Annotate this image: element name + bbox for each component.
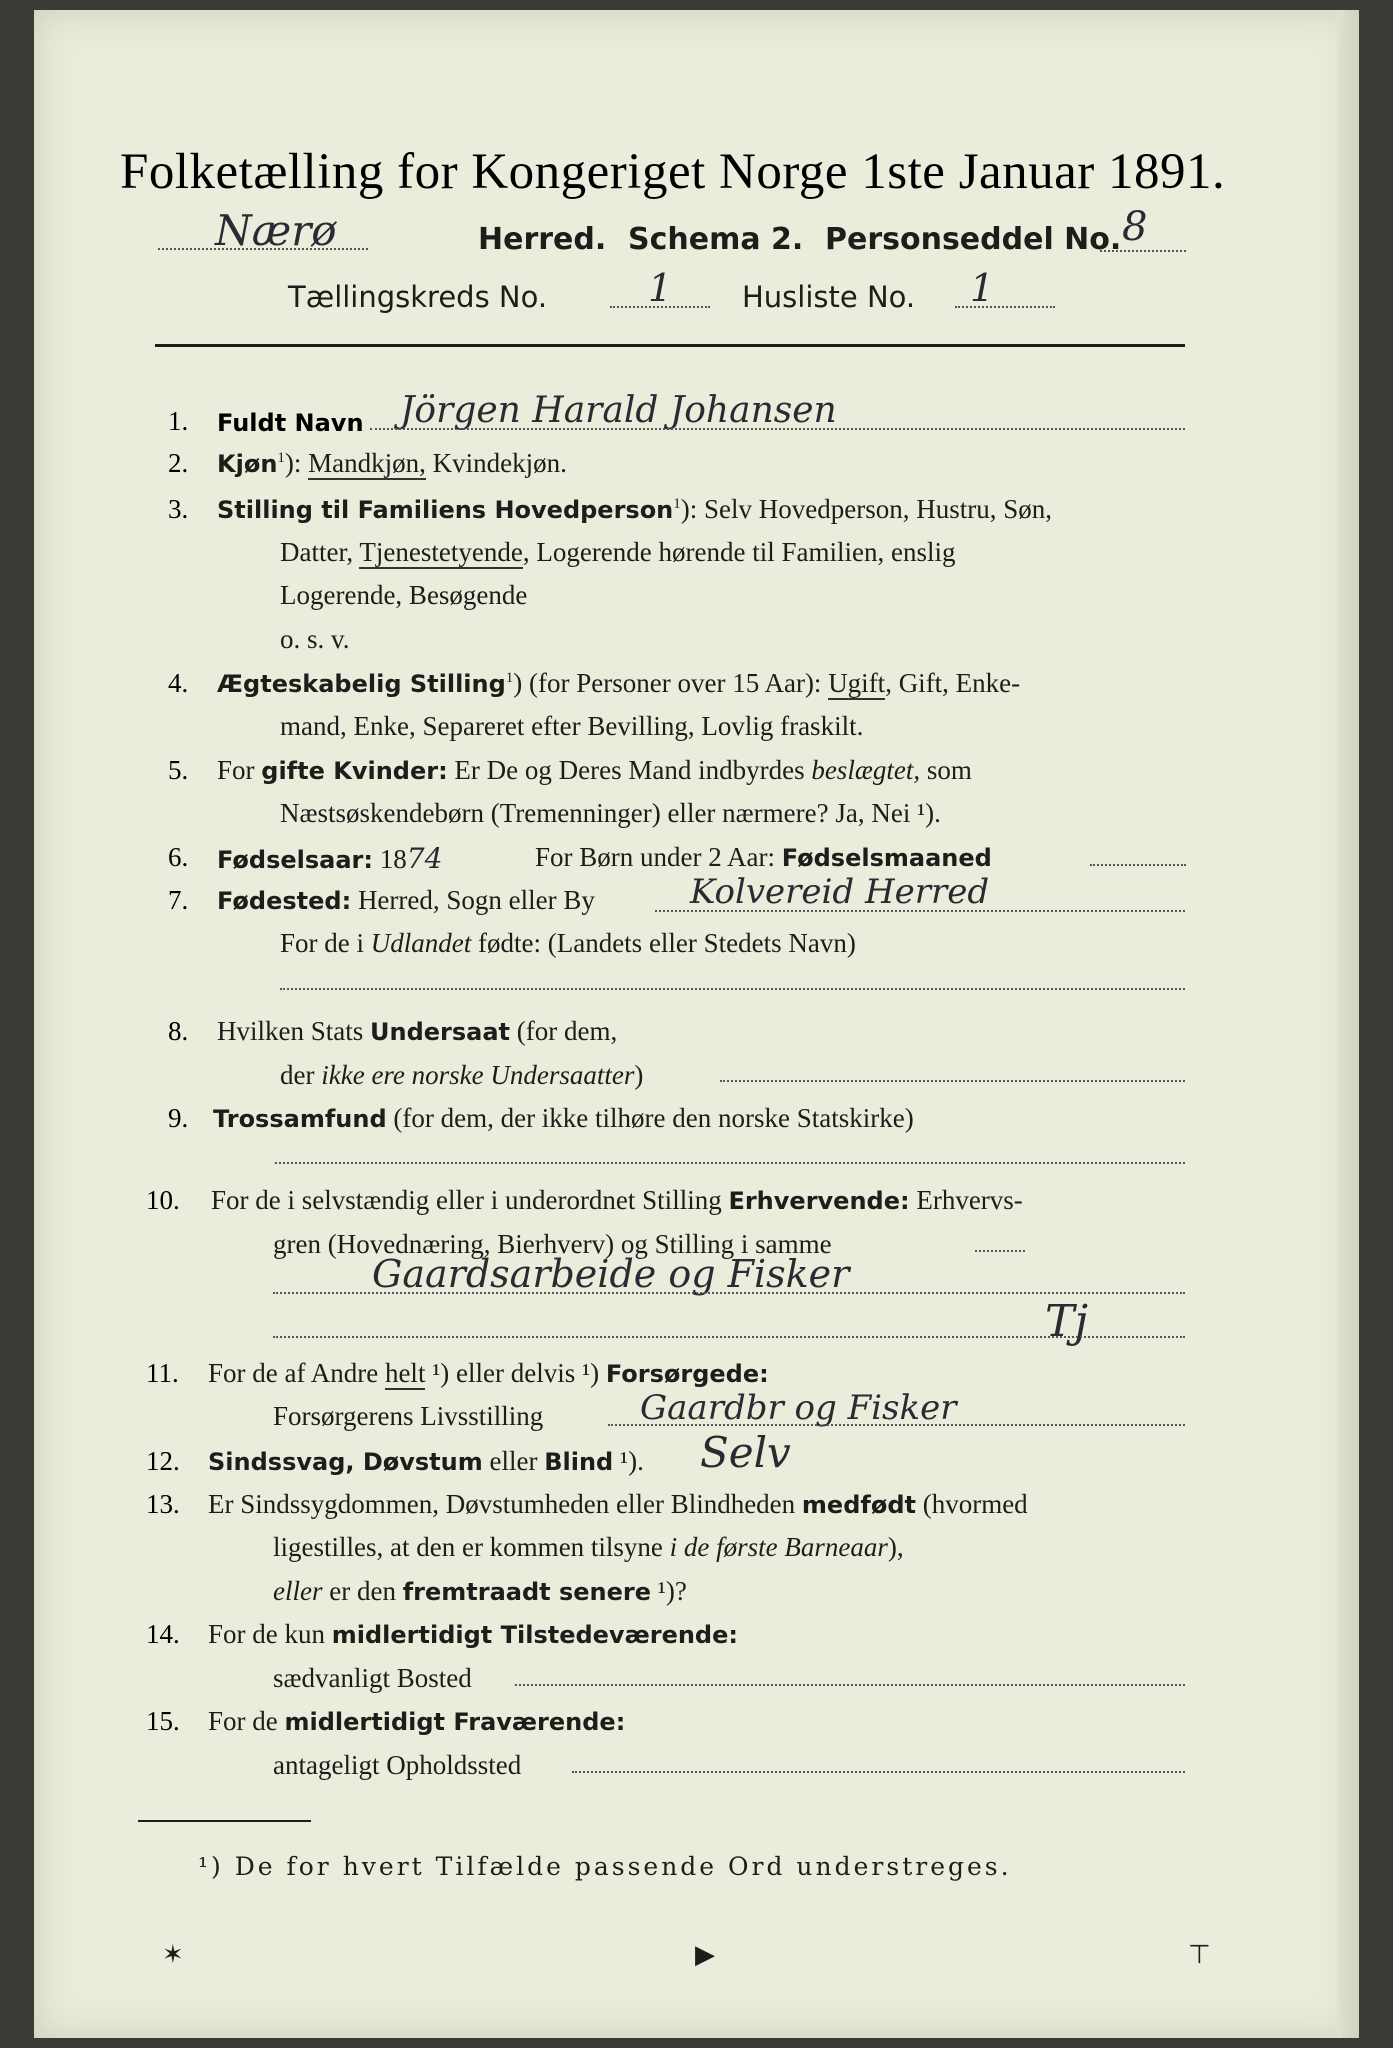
q6-row: Fødselsaar: 1874 bbox=[217, 842, 443, 875]
q2-row: Kjøn$^1$): Mandkjøn, Kvindekjøn. bbox=[217, 448, 567, 478]
q13-line1: Er Sindssygdommen, Døvstumheden eller Blindheden medfødt (hvormed bbox=[208, 1489, 1028, 1519]
q8-line2: der ikke ere norske Undersaatter) bbox=[280, 1060, 644, 1090]
q2-mandkjon: Mandkjøn, bbox=[308, 448, 426, 478]
q4-line1: Ægteskabelig Stilling$^1$) (for Personer over 15 Aar): Ugift, Gift, Enke- bbox=[217, 668, 1021, 698]
q1-value: Jörgen Harald Johansen bbox=[400, 390, 837, 431]
q5-line1: For gifte Kvinder: Er De og Deres Mand indbyrdes beslægtet, som bbox=[217, 755, 972, 785]
q6-value: 74 bbox=[406, 842, 443, 875]
personseddel-label: Personseddel No. bbox=[825, 222, 1122, 257]
q11-value: Gaardbr og Fisker bbox=[640, 1388, 957, 1428]
husliste-label: Husliste No. bbox=[742, 280, 916, 314]
q9-row: Trossamfund (for dem, der ikke tilhøre den norske Statskirke) bbox=[213, 1103, 914, 1133]
q10-value: Gaardsarbeide og Fisker bbox=[372, 1252, 850, 1296]
q10-value2: Tj bbox=[1045, 1296, 1088, 1347]
q7-value: Kolvereid Herred bbox=[690, 872, 990, 912]
q1-label: Fuldt Navn bbox=[217, 409, 364, 437]
q8-line1: Hvilken Stats Undersaat (for dem, bbox=[217, 1016, 618, 1046]
q7-row: Fødested: Herred, Sogn eller By bbox=[217, 885, 595, 915]
schema-label: Schema 2. bbox=[628, 222, 804, 257]
kreds-label: Tællingskreds No. bbox=[288, 280, 548, 314]
q3-line1: Stilling til Familiens Hovedperson$^1$): Selv Hovedperson, Hustru, Søn, bbox=[217, 494, 1053, 524]
q13-line2: ligestilles, at den er kommen tilsyne i de første Barneaar), bbox=[273, 1532, 904, 1562]
q14-line1: For de kun midlertidigt Tilstedeværende: bbox=[208, 1619, 738, 1649]
q12-value: Selv bbox=[700, 1428, 791, 1477]
kreds-value: 1 bbox=[648, 266, 673, 310]
footnote-rule bbox=[138, 1820, 311, 1822]
page-edge bbox=[1337, 10, 1359, 2038]
q10-line1: For de i selvstændig eller i underordnet Stilling Erhvervende: Erhvervs- bbox=[211, 1185, 1023, 1215]
personseddel-value: 8 bbox=[1122, 204, 1148, 250]
q7-line2: For de i Udlandet fødte: (Landets eller Stedets Navn) bbox=[280, 928, 856, 958]
herred-value: Nærø bbox=[215, 206, 337, 255]
form-title: Folketælling for Kongeriget Norge 1ste Januar 1891. bbox=[120, 144, 1226, 200]
husliste-value: 1 bbox=[970, 266, 995, 310]
q11-line1: For de af Andre helt ¹) eller delvis ¹) Forsørgede: bbox=[208, 1358, 769, 1388]
footnote: ¹) De for hvert Tilfælde passende Ord understreges. bbox=[198, 1852, 1012, 1881]
header-rule bbox=[155, 344, 1185, 347]
q15-line1: For de midlertidigt Fraværende: bbox=[208, 1706, 626, 1736]
corner-mark-right: ⊤ bbox=[1188, 1940, 1211, 1970]
herred-label: Herred. bbox=[478, 222, 607, 257]
q3-line2: Datter, Tjenestetyende, Logerende hørende til Familien, enslig bbox=[280, 537, 956, 567]
q12-row: Sindssvag, Døvstum eller Blind ¹). bbox=[208, 1446, 644, 1476]
corner-mark-left: ✶ bbox=[162, 1940, 184, 1970]
q13-line3: eller er den fremtraadt senere ¹)? bbox=[273, 1576, 687, 1606]
corner-mark-center: ▶ bbox=[695, 1940, 715, 1970]
